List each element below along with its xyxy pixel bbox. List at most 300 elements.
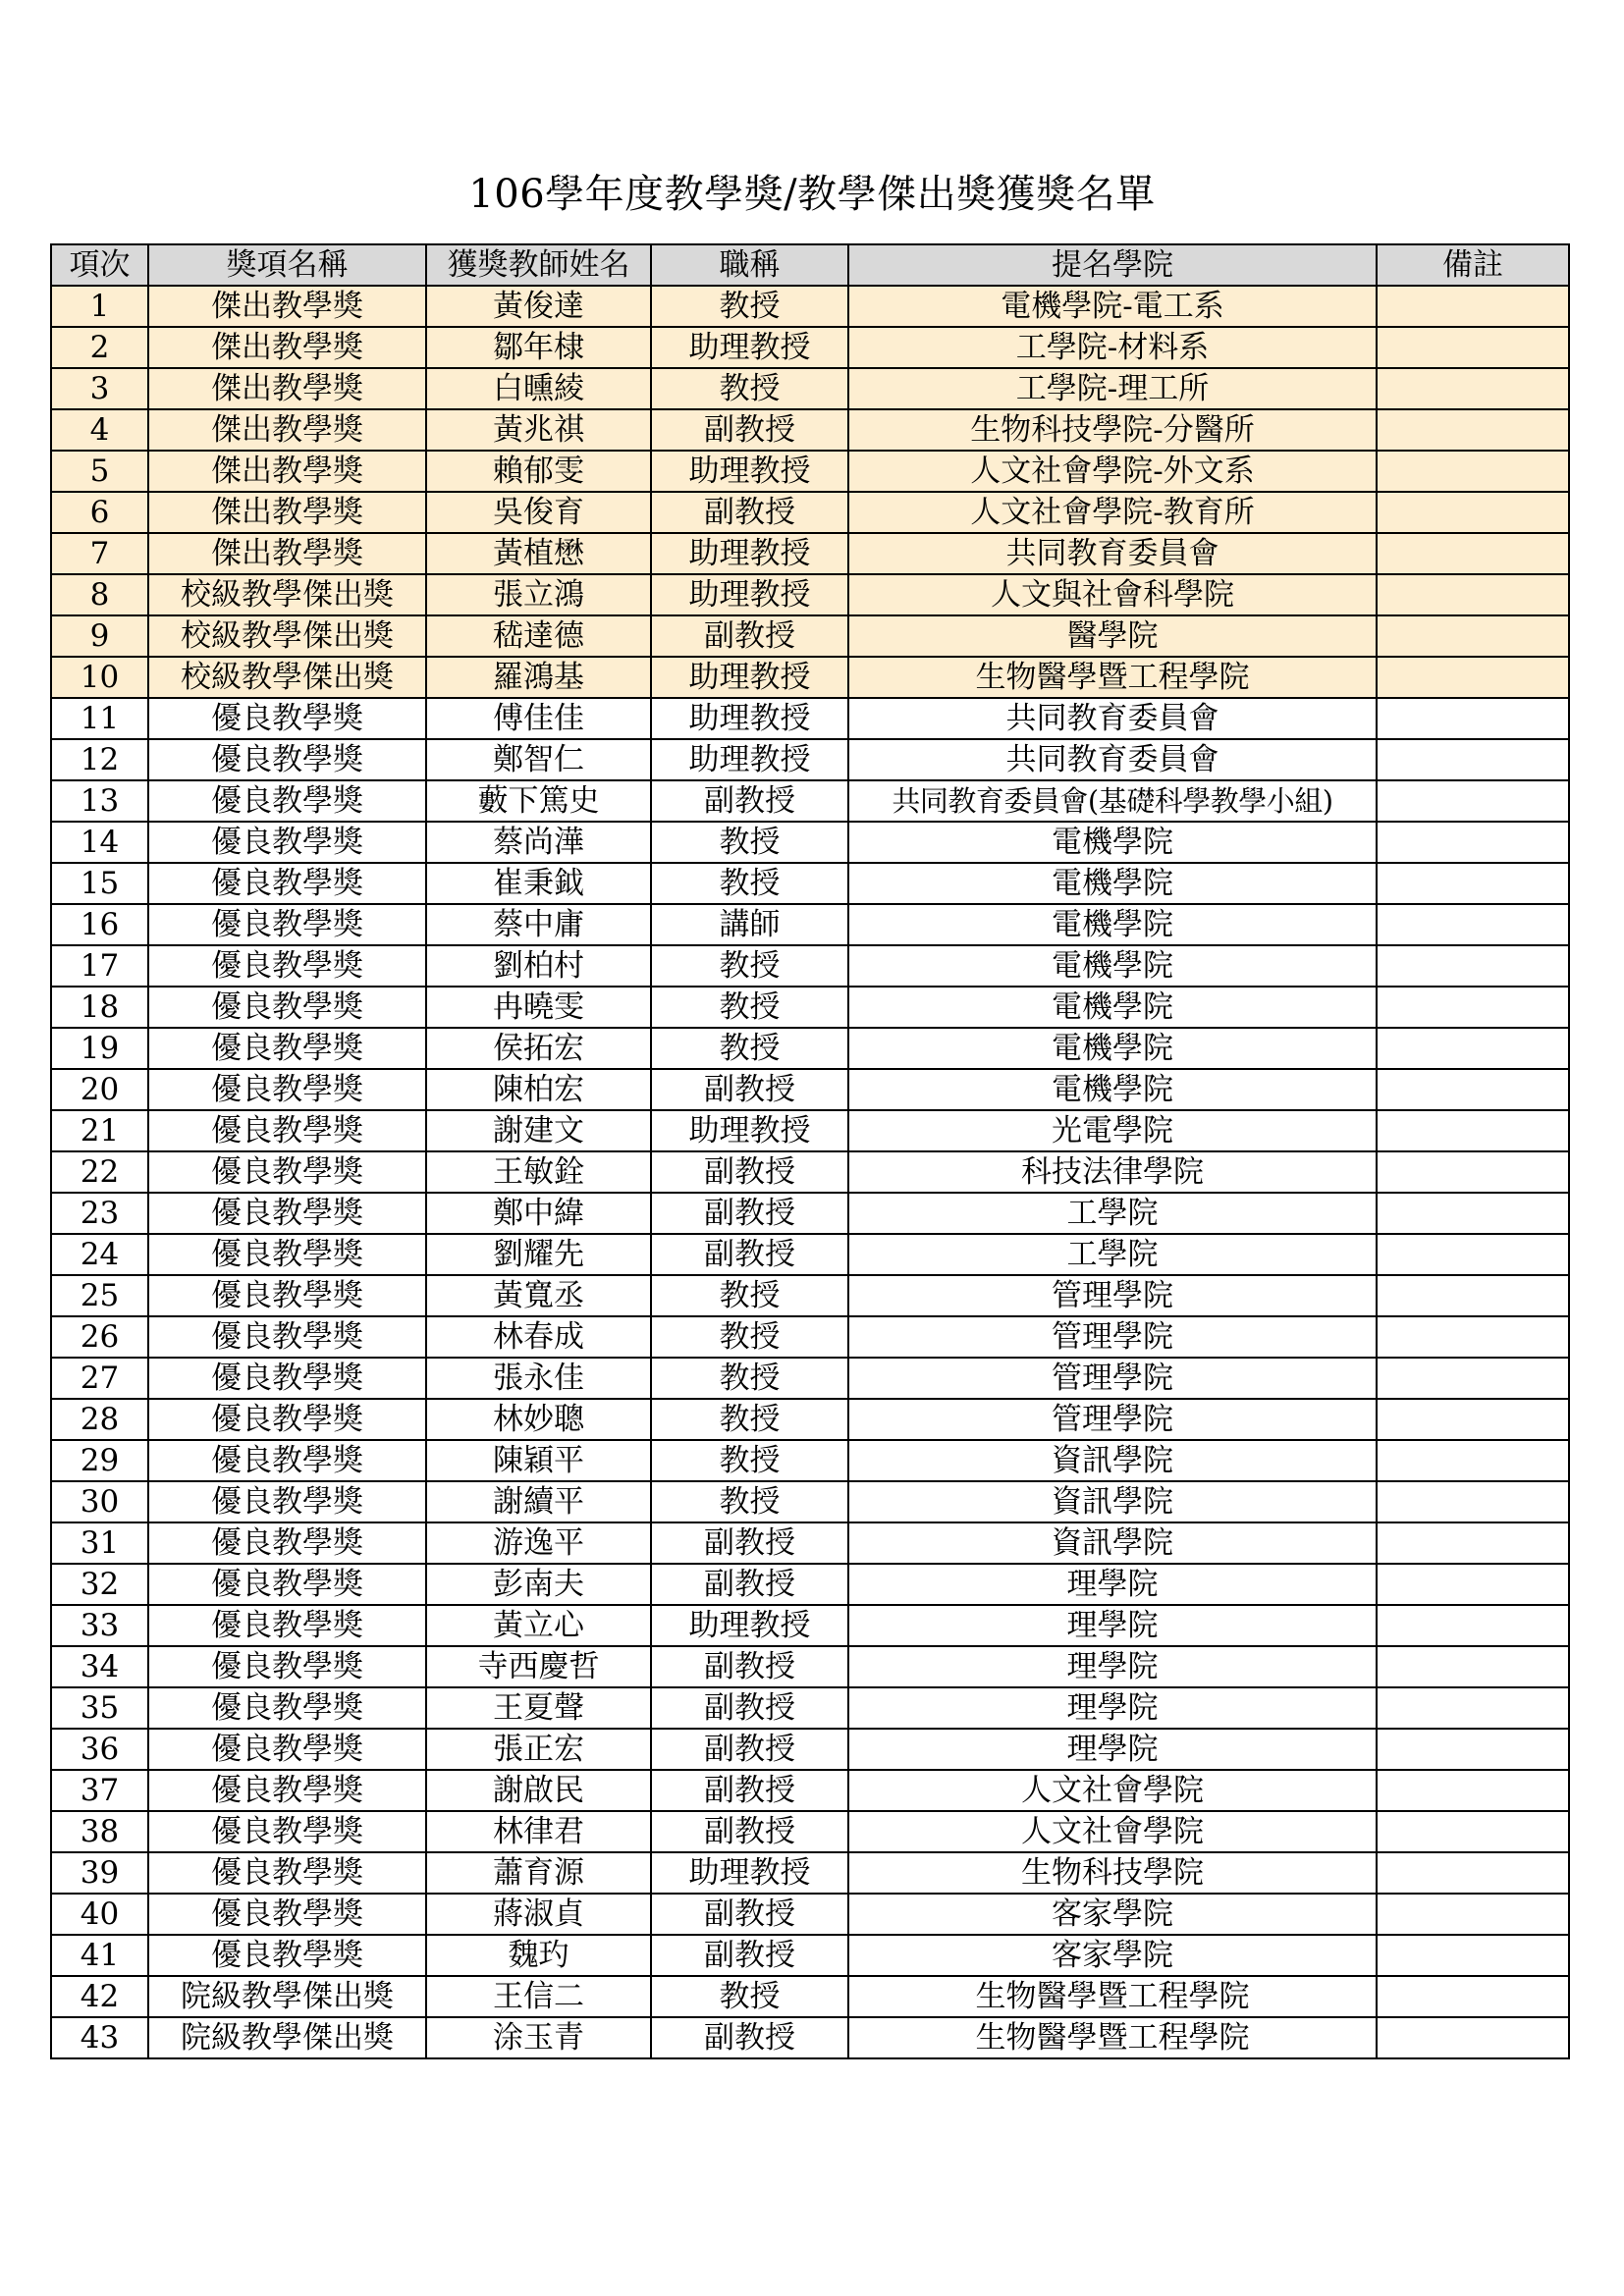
cell-index: 19 (51, 1028, 148, 1069)
cell-teacher-name: 謝建文 (426, 1110, 651, 1151)
cell-index: 20 (51, 1069, 148, 1110)
cell-index: 14 (51, 822, 148, 863)
cell-teacher-name: 白曛綾 (426, 368, 651, 409)
cell-index: 42 (51, 1976, 148, 2017)
cell-job-title: 教授 (651, 987, 848, 1028)
table-row (51, 1316, 1569, 1358)
table-row (51, 1811, 1569, 1852)
cell-nominating-college: 生物醫學暨工程學院 (848, 657, 1377, 698)
cell-job-title: 教授 (651, 945, 848, 987)
cell-award-name: 校級教學傑出獎 (148, 574, 426, 615)
cell-job-title: 副教授 (651, 1564, 848, 1605)
cell-nominating-college: 生物醫學暨工程學院 (848, 2017, 1377, 2058)
table-row (51, 780, 1569, 822)
cell-remarks (1377, 533, 1569, 574)
cell-index: 26 (51, 1316, 148, 1358)
cell-job-title: 副教授 (651, 1811, 848, 1852)
cell-award-name: 優良教學獎 (148, 987, 426, 1028)
cell-award-name: 傑出教學獎 (148, 286, 426, 327)
cell-job-title: 副教授 (651, 1234, 848, 1275)
cell-remarks (1377, 1316, 1569, 1358)
cell-nominating-college: 電機學院 (848, 987, 1377, 1028)
cell-remarks (1377, 987, 1569, 1028)
table-row (51, 904, 1569, 945)
cell-award-name: 校級教學傑出獎 (148, 615, 426, 657)
cell-index: 12 (51, 739, 148, 780)
cell-nominating-college: 理學院 (848, 1564, 1377, 1605)
cell-index: 40 (51, 1894, 148, 1935)
cell-job-title: 教授 (651, 863, 848, 904)
cell-award-name: 優良教學獎 (148, 1316, 426, 1358)
cell-award-name: 優良教學獎 (148, 1399, 426, 1440)
cell-nominating-college: 工學院-理工所 (848, 368, 1377, 409)
cell-remarks (1377, 1028, 1569, 1069)
cell-nominating-college: 人文社會學院-教育所 (848, 492, 1377, 533)
cell-teacher-name: 冉曉雯 (426, 987, 651, 1028)
cell-teacher-name: 寺西慶哲 (426, 1646, 651, 1687)
cell-award-name: 優良教學獎 (148, 1646, 426, 1687)
cell-remarks (1377, 286, 1569, 327)
cell-award-name: 優良教學獎 (148, 1894, 426, 1935)
cell-award-name: 優良教學獎 (148, 1605, 426, 1646)
cell-remarks (1377, 1399, 1569, 1440)
table-row (51, 1894, 1569, 1935)
cell-nominating-college: 資訊學院 (848, 1522, 1377, 1564)
cell-nominating-college: 電機學院 (848, 1028, 1377, 1069)
cell-nominating-college: 電機學院 (848, 1069, 1377, 1110)
table-row (51, 1481, 1569, 1522)
table-row (51, 1440, 1569, 1481)
cell-award-name: 優良教學獎 (148, 904, 426, 945)
table-row (51, 1358, 1569, 1399)
cell-teacher-name: 黃寬丞 (426, 1275, 651, 1316)
header-remarks: 備註 (1377, 244, 1569, 286)
cell-index: 4 (51, 409, 148, 451)
cell-remarks (1377, 1811, 1569, 1852)
table-row (51, 1522, 1569, 1564)
cell-teacher-name: 林律君 (426, 1811, 651, 1852)
cell-remarks (1377, 780, 1569, 822)
cell-remarks (1377, 2017, 1569, 2058)
cell-index: 21 (51, 1110, 148, 1151)
cell-remarks (1377, 657, 1569, 698)
cell-index: 39 (51, 1852, 148, 1894)
cell-job-title: 副教授 (651, 1935, 848, 1976)
table-row (51, 1193, 1569, 1234)
cell-job-title: 助理教授 (651, 1110, 848, 1151)
cell-nominating-college: 電機學院-電工系 (848, 286, 1377, 327)
cell-teacher-name: 鄭中緯 (426, 1193, 651, 1234)
cell-award-name: 優良教學獎 (148, 1522, 426, 1564)
table-header-row (51, 244, 1569, 286)
cell-job-title: 教授 (651, 1440, 848, 1481)
cell-award-name: 優良教學獎 (148, 1069, 426, 1110)
table-row (51, 1687, 1569, 1729)
cell-teacher-name: 賴郁雯 (426, 451, 651, 492)
cell-award-name: 優良教學獎 (148, 780, 426, 822)
cell-remarks (1377, 615, 1569, 657)
cell-teacher-name: 張立鴻 (426, 574, 651, 615)
cell-index: 29 (51, 1440, 148, 1481)
cell-index: 15 (51, 863, 148, 904)
cell-teacher-name: 鄭智仁 (426, 739, 651, 780)
table-row (51, 1151, 1569, 1193)
cell-nominating-college: 共同教育委員會 (848, 739, 1377, 780)
cell-remarks (1377, 1729, 1569, 1770)
cell-remarks (1377, 1605, 1569, 1646)
cell-nominating-college: 電機學院 (848, 945, 1377, 987)
cell-index: 28 (51, 1399, 148, 1440)
cell-job-title: 教授 (651, 1316, 848, 1358)
cell-teacher-name: 陳穎平 (426, 1440, 651, 1481)
cell-teacher-name: 魏玓 (426, 1935, 651, 1976)
cell-nominating-college: 理學院 (848, 1605, 1377, 1646)
table-row (51, 945, 1569, 987)
cell-remarks (1377, 1935, 1569, 1976)
cell-job-title: 教授 (651, 368, 848, 409)
cell-nominating-college: 生物科技學院-分醫所 (848, 409, 1377, 451)
cell-remarks (1377, 1852, 1569, 1894)
cell-index: 3 (51, 368, 148, 409)
cell-job-title: 副教授 (651, 1687, 848, 1729)
cell-nominating-college: 理學院 (848, 1729, 1377, 1770)
cell-award-name: 優良教學獎 (148, 1729, 426, 1770)
cell-teacher-name: 謝續平 (426, 1481, 651, 1522)
cell-job-title: 教授 (651, 1399, 848, 1440)
table-row (51, 1976, 1569, 2017)
table-row (51, 1069, 1569, 1110)
cell-job-title: 教授 (651, 822, 848, 863)
cell-teacher-name: 林春成 (426, 1316, 651, 1358)
table-row (51, 739, 1569, 780)
cell-index: 5 (51, 451, 148, 492)
cell-job-title: 助理教授 (651, 1605, 848, 1646)
table-row (51, 863, 1569, 904)
cell-job-title: 教授 (651, 286, 848, 327)
cell-nominating-college: 醫學院 (848, 615, 1377, 657)
cell-teacher-name: 涂玉青 (426, 2017, 651, 2058)
cell-award-name: 優良教學獎 (148, 1234, 426, 1275)
cell-nominating-college: 光電學院 (848, 1110, 1377, 1151)
cell-nominating-college: 生物醫學暨工程學院 (848, 1976, 1377, 2017)
cell-remarks (1377, 1193, 1569, 1234)
cell-index: 16 (51, 904, 148, 945)
cell-nominating-college: 工學院 (848, 1193, 1377, 1234)
cell-index: 27 (51, 1358, 148, 1399)
cell-award-name: 優良教學獎 (148, 1151, 426, 1193)
header-job-title: 職稱 (651, 244, 848, 286)
cell-teacher-name: 吳俊育 (426, 492, 651, 533)
cell-teacher-name: 蔡尚澕 (426, 822, 651, 863)
cell-index: 22 (51, 1151, 148, 1193)
cell-job-title: 副教授 (651, 615, 848, 657)
cell-nominating-college: 客家學院 (848, 1894, 1377, 1935)
cell-remarks (1377, 863, 1569, 904)
awards-table-body (51, 286, 1569, 2058)
cell-nominating-college: 理學院 (848, 1687, 1377, 1729)
table-row (51, 1770, 1569, 1811)
cell-job-title: 助理教授 (651, 657, 848, 698)
table-row (51, 657, 1569, 698)
cell-remarks (1377, 1151, 1569, 1193)
cell-job-title: 教授 (651, 1028, 848, 1069)
table-row (51, 327, 1569, 368)
table-row (51, 1935, 1569, 1976)
cell-nominating-college: 電機學院 (848, 822, 1377, 863)
cell-index: 9 (51, 615, 148, 657)
cell-remarks (1377, 327, 1569, 368)
cell-nominating-college: 理學院 (848, 1646, 1377, 1687)
cell-index: 23 (51, 1193, 148, 1234)
cell-index: 37 (51, 1770, 148, 1811)
cell-index: 7 (51, 533, 148, 574)
cell-nominating-college: 工學院 (848, 1234, 1377, 1275)
cell-teacher-name: 黃俊達 (426, 286, 651, 327)
cell-index: 35 (51, 1687, 148, 1729)
cell-index: 11 (51, 698, 148, 739)
cell-nominating-college: 人文社會學院-外文系 (848, 451, 1377, 492)
cell-job-title: 助理教授 (651, 327, 848, 368)
cell-award-name: 傑出教學獎 (148, 451, 426, 492)
cell-nominating-college: 客家學院 (848, 1935, 1377, 1976)
cell-teacher-name: 王信二 (426, 1976, 651, 2017)
cell-award-name: 院級教學傑出獎 (148, 1976, 426, 2017)
cell-nominating-college: 資訊學院 (848, 1481, 1377, 1522)
table-row (51, 615, 1569, 657)
table-row (51, 1028, 1569, 1069)
cell-remarks (1377, 1976, 1569, 2017)
cell-index: 2 (51, 327, 148, 368)
cell-teacher-name: 黃植懋 (426, 533, 651, 574)
table-row (51, 451, 1569, 492)
cell-job-title: 助理教授 (651, 451, 848, 492)
table-row (51, 574, 1569, 615)
cell-teacher-name: 蔣淑貞 (426, 1894, 651, 1935)
header-teacher-name: 獲獎教師姓名 (426, 244, 651, 286)
cell-index: 41 (51, 1935, 148, 1976)
cell-teacher-name: 陳柏宏 (426, 1069, 651, 1110)
cell-teacher-name: 嵇達德 (426, 615, 651, 657)
cell-award-name: 優良教學獎 (148, 698, 426, 739)
cell-index: 1 (51, 286, 148, 327)
cell-job-title: 助理教授 (651, 739, 848, 780)
cell-award-name: 優良教學獎 (148, 1481, 426, 1522)
cell-job-title: 教授 (651, 1358, 848, 1399)
cell-nominating-college: 資訊學院 (848, 1440, 1377, 1481)
cell-award-name: 優良教學獎 (148, 1564, 426, 1605)
cell-job-title: 副教授 (651, 780, 848, 822)
cell-job-title: 副教授 (651, 1770, 848, 1811)
cell-remarks (1377, 698, 1569, 739)
cell-job-title: 副教授 (651, 1522, 848, 1564)
table-row (51, 1275, 1569, 1316)
cell-award-name: 優良教學獎 (148, 1028, 426, 1069)
cell-remarks (1377, 1894, 1569, 1935)
cell-remarks (1377, 1564, 1569, 1605)
table-row (51, 2017, 1569, 2058)
cell-award-name: 傑出教學獎 (148, 368, 426, 409)
cell-nominating-college: 共同教育委員會 (848, 698, 1377, 739)
cell-teacher-name: 傅佳佳 (426, 698, 651, 739)
cell-award-name: 優良教學獎 (148, 1110, 426, 1151)
cell-job-title: 講師 (651, 904, 848, 945)
cell-nominating-college: 管理學院 (848, 1275, 1377, 1316)
cell-job-title: 副教授 (651, 1646, 848, 1687)
cell-teacher-name: 黃兆祺 (426, 409, 651, 451)
cell-teacher-name: 彭南夫 (426, 1564, 651, 1605)
cell-award-name: 優良教學獎 (148, 1935, 426, 1976)
cell-remarks (1377, 1770, 1569, 1811)
table-row (51, 533, 1569, 574)
cell-award-name: 優良教學獎 (148, 1275, 426, 1316)
cell-remarks (1377, 1522, 1569, 1564)
cell-index: 33 (51, 1605, 148, 1646)
cell-teacher-name: 藪下篤史 (426, 780, 651, 822)
cell-teacher-name: 黃立心 (426, 1605, 651, 1646)
cell-teacher-name: 謝啟民 (426, 1770, 651, 1811)
cell-index: 6 (51, 492, 148, 533)
cell-teacher-name: 崔秉鉞 (426, 863, 651, 904)
table-row (51, 1852, 1569, 1894)
cell-remarks (1377, 451, 1569, 492)
cell-job-title: 助理教授 (651, 574, 848, 615)
cell-award-name: 優良教學獎 (148, 1770, 426, 1811)
cell-index: 8 (51, 574, 148, 615)
cell-award-name: 優良教學獎 (148, 1811, 426, 1852)
cell-award-name: 校級教學傑出獎 (148, 657, 426, 698)
cell-index: 24 (51, 1234, 148, 1275)
cell-index: 25 (51, 1275, 148, 1316)
cell-nominating-college: 管理學院 (848, 1316, 1377, 1358)
cell-job-title: 副教授 (651, 492, 848, 533)
cell-index: 31 (51, 1522, 148, 1564)
cell-teacher-name: 王敏銓 (426, 1151, 651, 1193)
table-row (51, 368, 1569, 409)
cell-index: 32 (51, 1564, 148, 1605)
cell-index: 38 (51, 1811, 148, 1852)
cell-nominating-college: 管理學院 (848, 1399, 1377, 1440)
cell-remarks (1377, 904, 1569, 945)
cell-job-title: 副教授 (651, 2017, 848, 2058)
table-row (51, 1646, 1569, 1687)
cell-remarks (1377, 1646, 1569, 1687)
cell-nominating-college: 工學院-材料系 (848, 327, 1377, 368)
cell-index: 43 (51, 2017, 148, 2058)
table-row (51, 1110, 1569, 1151)
table-row (51, 1234, 1569, 1275)
cell-remarks (1377, 1481, 1569, 1522)
cell-teacher-name: 侯拓宏 (426, 1028, 651, 1069)
cell-nominating-college: 電機學院 (848, 904, 1377, 945)
awards-table (50, 243, 1570, 2059)
cell-job-title: 副教授 (651, 409, 848, 451)
cell-job-title: 副教授 (651, 1193, 848, 1234)
cell-remarks (1377, 409, 1569, 451)
page-title: 106學年度教學獎/教學傑出獎獲獎名單 (468, 172, 1156, 217)
cell-award-name: 優良教學獎 (148, 945, 426, 987)
cell-job-title: 教授 (651, 1275, 848, 1316)
cell-nominating-college: 管理學院 (848, 1358, 1377, 1399)
cell-teacher-name: 鄒年棣 (426, 327, 651, 368)
header-index: 項次 (51, 244, 148, 286)
cell-job-title: 副教授 (651, 1894, 848, 1935)
cell-teacher-name: 劉耀先 (426, 1234, 651, 1275)
cell-nominating-college: 人文社會學院 (848, 1770, 1377, 1811)
table-row (51, 409, 1569, 451)
cell-award-name: 優良教學獎 (148, 1193, 426, 1234)
cell-nominating-college: 生物科技學院 (848, 1852, 1377, 1894)
cell-award-name: 院級教學傑出獎 (148, 2017, 426, 2058)
cell-remarks (1377, 739, 1569, 780)
cell-award-name: 傑出教學獎 (148, 492, 426, 533)
cell-remarks (1377, 1440, 1569, 1481)
cell-award-name: 傑出教學獎 (148, 409, 426, 451)
table-row (51, 987, 1569, 1028)
cell-job-title: 副教授 (651, 1729, 848, 1770)
cell-job-title: 助理教授 (651, 1852, 848, 1894)
cell-nominating-college: 共同教育委員會 (848, 533, 1377, 574)
cell-nominating-college: 共同教育委員會(基礎科學教學小組) (848, 780, 1377, 822)
cell-award-name: 優良教學獎 (148, 1440, 426, 1481)
cell-award-name: 傑出教學獎 (148, 533, 426, 574)
cell-remarks (1377, 368, 1569, 409)
cell-teacher-name: 張正宏 (426, 1729, 651, 1770)
cell-job-title: 副教授 (651, 1069, 848, 1110)
cell-remarks (1377, 1234, 1569, 1275)
table-row (51, 1564, 1569, 1605)
cell-nominating-college: 人文與社會科學院 (848, 574, 1377, 615)
cell-remarks (1377, 1069, 1569, 1110)
cell-teacher-name: 游逸平 (426, 1522, 651, 1564)
cell-award-name: 優良教學獎 (148, 739, 426, 780)
cell-index: 36 (51, 1729, 148, 1770)
cell-job-title: 副教授 (651, 1151, 848, 1193)
cell-teacher-name: 羅鴻基 (426, 657, 651, 698)
cell-teacher-name: 張永佳 (426, 1358, 651, 1399)
cell-teacher-name: 蔡中庸 (426, 904, 651, 945)
cell-award-name: 優良教學獎 (148, 1687, 426, 1729)
table-row (51, 492, 1569, 533)
cell-remarks (1377, 574, 1569, 615)
cell-job-title: 助理教授 (651, 533, 848, 574)
cell-teacher-name: 劉柏村 (426, 945, 651, 987)
cell-teacher-name: 王夏聲 (426, 1687, 651, 1729)
cell-remarks (1377, 1110, 1569, 1151)
cell-nominating-college: 電機學院 (848, 863, 1377, 904)
cell-job-title: 教授 (651, 1481, 848, 1522)
cell-teacher-name: 蕭育源 (426, 1852, 651, 1894)
cell-remarks (1377, 1275, 1569, 1316)
cell-index: 30 (51, 1481, 148, 1522)
cell-nominating-college: 科技法律學院 (848, 1151, 1377, 1193)
cell-index: 10 (51, 657, 148, 698)
cell-award-name: 傑出教學獎 (148, 327, 426, 368)
cell-remarks (1377, 822, 1569, 863)
table-row (51, 698, 1569, 739)
cell-remarks (1377, 945, 1569, 987)
header-award-name: 獎項名稱 (148, 244, 426, 286)
cell-nominating-college: 人文社會學院 (848, 1811, 1377, 1852)
cell-index: 34 (51, 1646, 148, 1687)
cell-remarks (1377, 1358, 1569, 1399)
table-row (51, 822, 1569, 863)
cell-index: 17 (51, 945, 148, 987)
cell-award-name: 優良教學獎 (148, 1852, 426, 1894)
cell-index: 18 (51, 987, 148, 1028)
table-row (51, 286, 1569, 327)
cell-award-name: 優良教學獎 (148, 863, 426, 904)
cell-award-name: 優良教學獎 (148, 1358, 426, 1399)
